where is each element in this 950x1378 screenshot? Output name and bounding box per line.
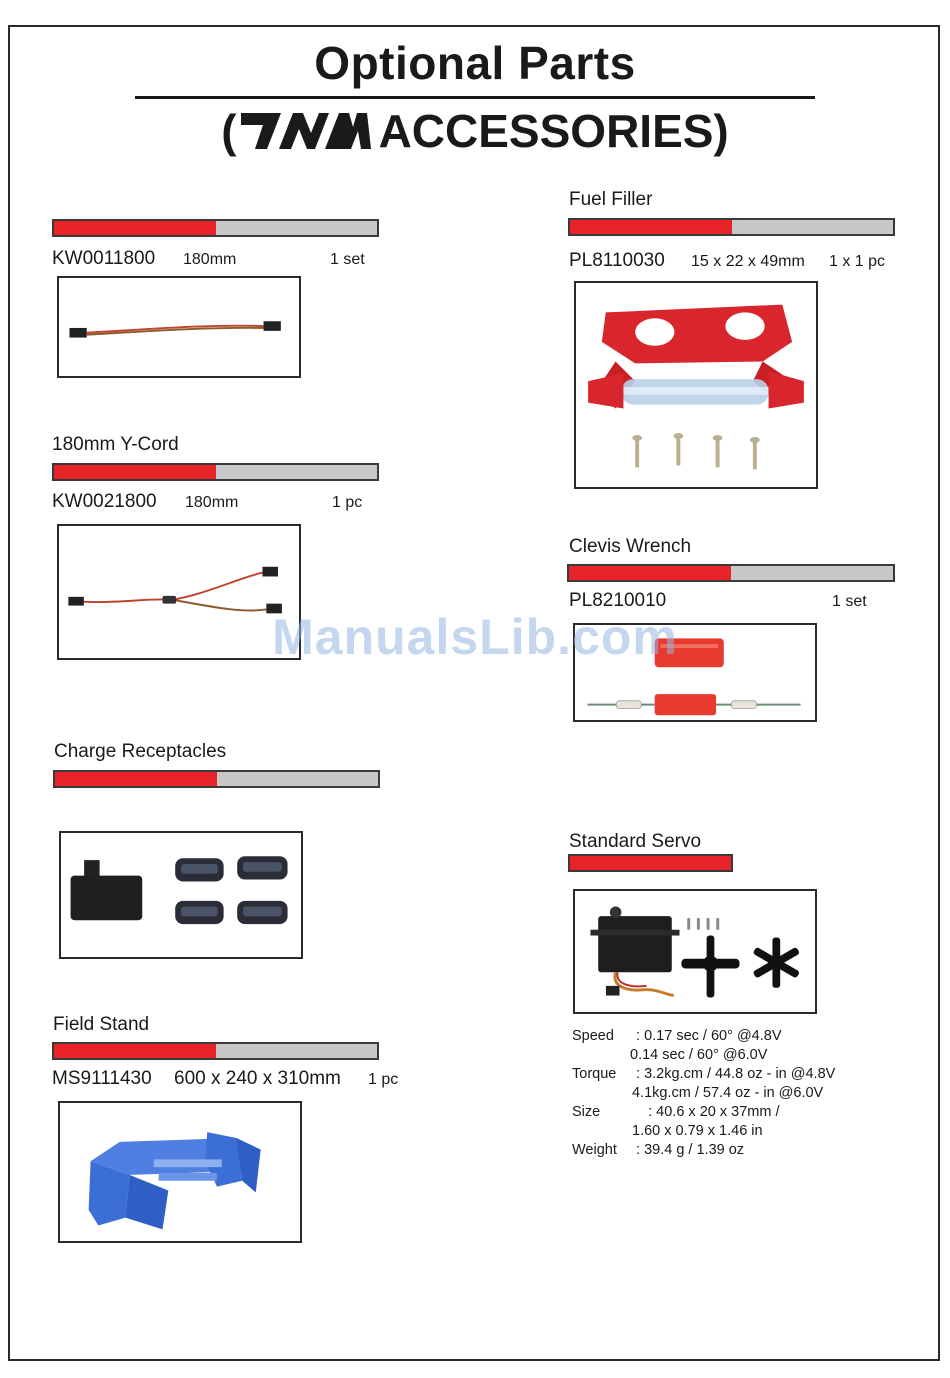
servo-bar	[568, 854, 733, 872]
fuel-code: PL8110030	[569, 250, 665, 271]
spec-value: 0.17 sec / 60° @4.8V	[644, 1028, 782, 1044]
subtitle-text: ACCESSORIES)	[378, 105, 729, 157]
spec-value: 40.6 x 20 x 37mm /	[656, 1104, 780, 1120]
cord-bar	[52, 219, 379, 237]
charge-photo	[59, 831, 303, 959]
spec-value: 3.2kg.cm / 44.8 oz - in @4.8V	[644, 1066, 836, 1082]
charge-name: Charge Receptacles	[54, 741, 227, 762]
ycord-name: 180mm Y-Cord	[52, 434, 179, 455]
subtitle-open-paren: (	[221, 105, 237, 157]
title-divider	[135, 96, 815, 99]
spec-row	[572, 1103, 835, 1122]
charge-bar-fill	[55, 772, 217, 786]
ycord-code: KW0021800	[52, 491, 157, 512]
servo-specs	[572, 1027, 835, 1160]
servo-bar-fill	[570, 856, 731, 870]
spec-label: Size	[572, 1104, 601, 1120]
fuel-filler-image	[576, 283, 816, 487]
charge-bar	[53, 770, 380, 788]
cord-spec: 180mm	[183, 251, 237, 268]
spec-row	[572, 1065, 835, 1084]
page-title: Optional Parts	[314, 37, 636, 89]
cord-code: KW0011800	[52, 248, 156, 269]
spec-label: Torque	[572, 1066, 617, 1082]
stand-name: Field Stand	[53, 1014, 150, 1035]
cord-photo	[57, 276, 301, 378]
clevis-bar	[567, 564, 895, 582]
spec-row	[572, 1084, 835, 1103]
page-subtitle	[0, 104, 950, 162]
field-stand-image	[60, 1103, 300, 1241]
ycord-qty: 1 pc	[332, 494, 363, 511]
spec-separator: :	[632, 1142, 645, 1158]
stand-bar-fill	[54, 1044, 216, 1058]
fuel-bar-fill	[570, 220, 732, 234]
clevis-bar-fill	[569, 566, 731, 580]
stand-code: MS9111430	[52, 1068, 152, 1089]
twm-logo	[241, 108, 371, 162]
spec-separator: :	[632, 1104, 657, 1120]
servo-photo	[573, 889, 817, 1014]
spec-value: 4.1kg.cm / 57.4 oz - in @6.0V	[632, 1085, 824, 1101]
clevis-code: PL8210010	[569, 590, 667, 611]
spec-value: 39.4 g / 1.39 oz	[644, 1142, 745, 1158]
clevis-qty: 1 set	[832, 593, 867, 610]
cord-bar-fill	[54, 221, 216, 235]
charge-receptacles-image	[61, 833, 301, 957]
stand-bar	[52, 1042, 379, 1060]
stand-spec: 600 x 240 x 310mm	[174, 1068, 341, 1089]
spec-value: 1.60 x 0.79 x 1.46 in	[632, 1123, 763, 1139]
spec-separator: :	[632, 1066, 645, 1082]
spec-row	[572, 1141, 835, 1160]
fuel-spec: 15 x 22 x 49mm	[691, 253, 805, 270]
servo-name: Standard Servo	[569, 831, 702, 852]
spec-row	[572, 1122, 835, 1141]
spec-separator: :	[632, 1028, 645, 1044]
clevis-name: Clevis Wrench	[569, 536, 692, 557]
spec-label: Speed	[572, 1028, 614, 1044]
ycord-bar	[52, 463, 379, 481]
ycord-bar-fill	[54, 465, 216, 479]
fuel-photo	[574, 281, 818, 489]
watermark: ManualsLib.com	[272, 609, 678, 665]
spec-value: 0.14 sec / 60° @6.0V	[630, 1047, 768, 1063]
spec-label: Weight	[572, 1142, 617, 1158]
standard-servo-image	[575, 891, 815, 1012]
fuel-name: Fuel Filler	[569, 189, 653, 210]
spec-row	[572, 1046, 835, 1065]
cord-qty: 1 set	[330, 251, 365, 268]
spec-row	[572, 1027, 835, 1046]
fuel-qty: 1 x 1 pc	[829, 253, 886, 270]
ycord-spec: 180mm	[185, 494, 239, 511]
servo-extension-cord-image	[59, 278, 299, 376]
stand-qty: 1 pc	[368, 1071, 399, 1088]
stand-photo	[58, 1101, 302, 1243]
fuel-bar	[568, 218, 895, 236]
